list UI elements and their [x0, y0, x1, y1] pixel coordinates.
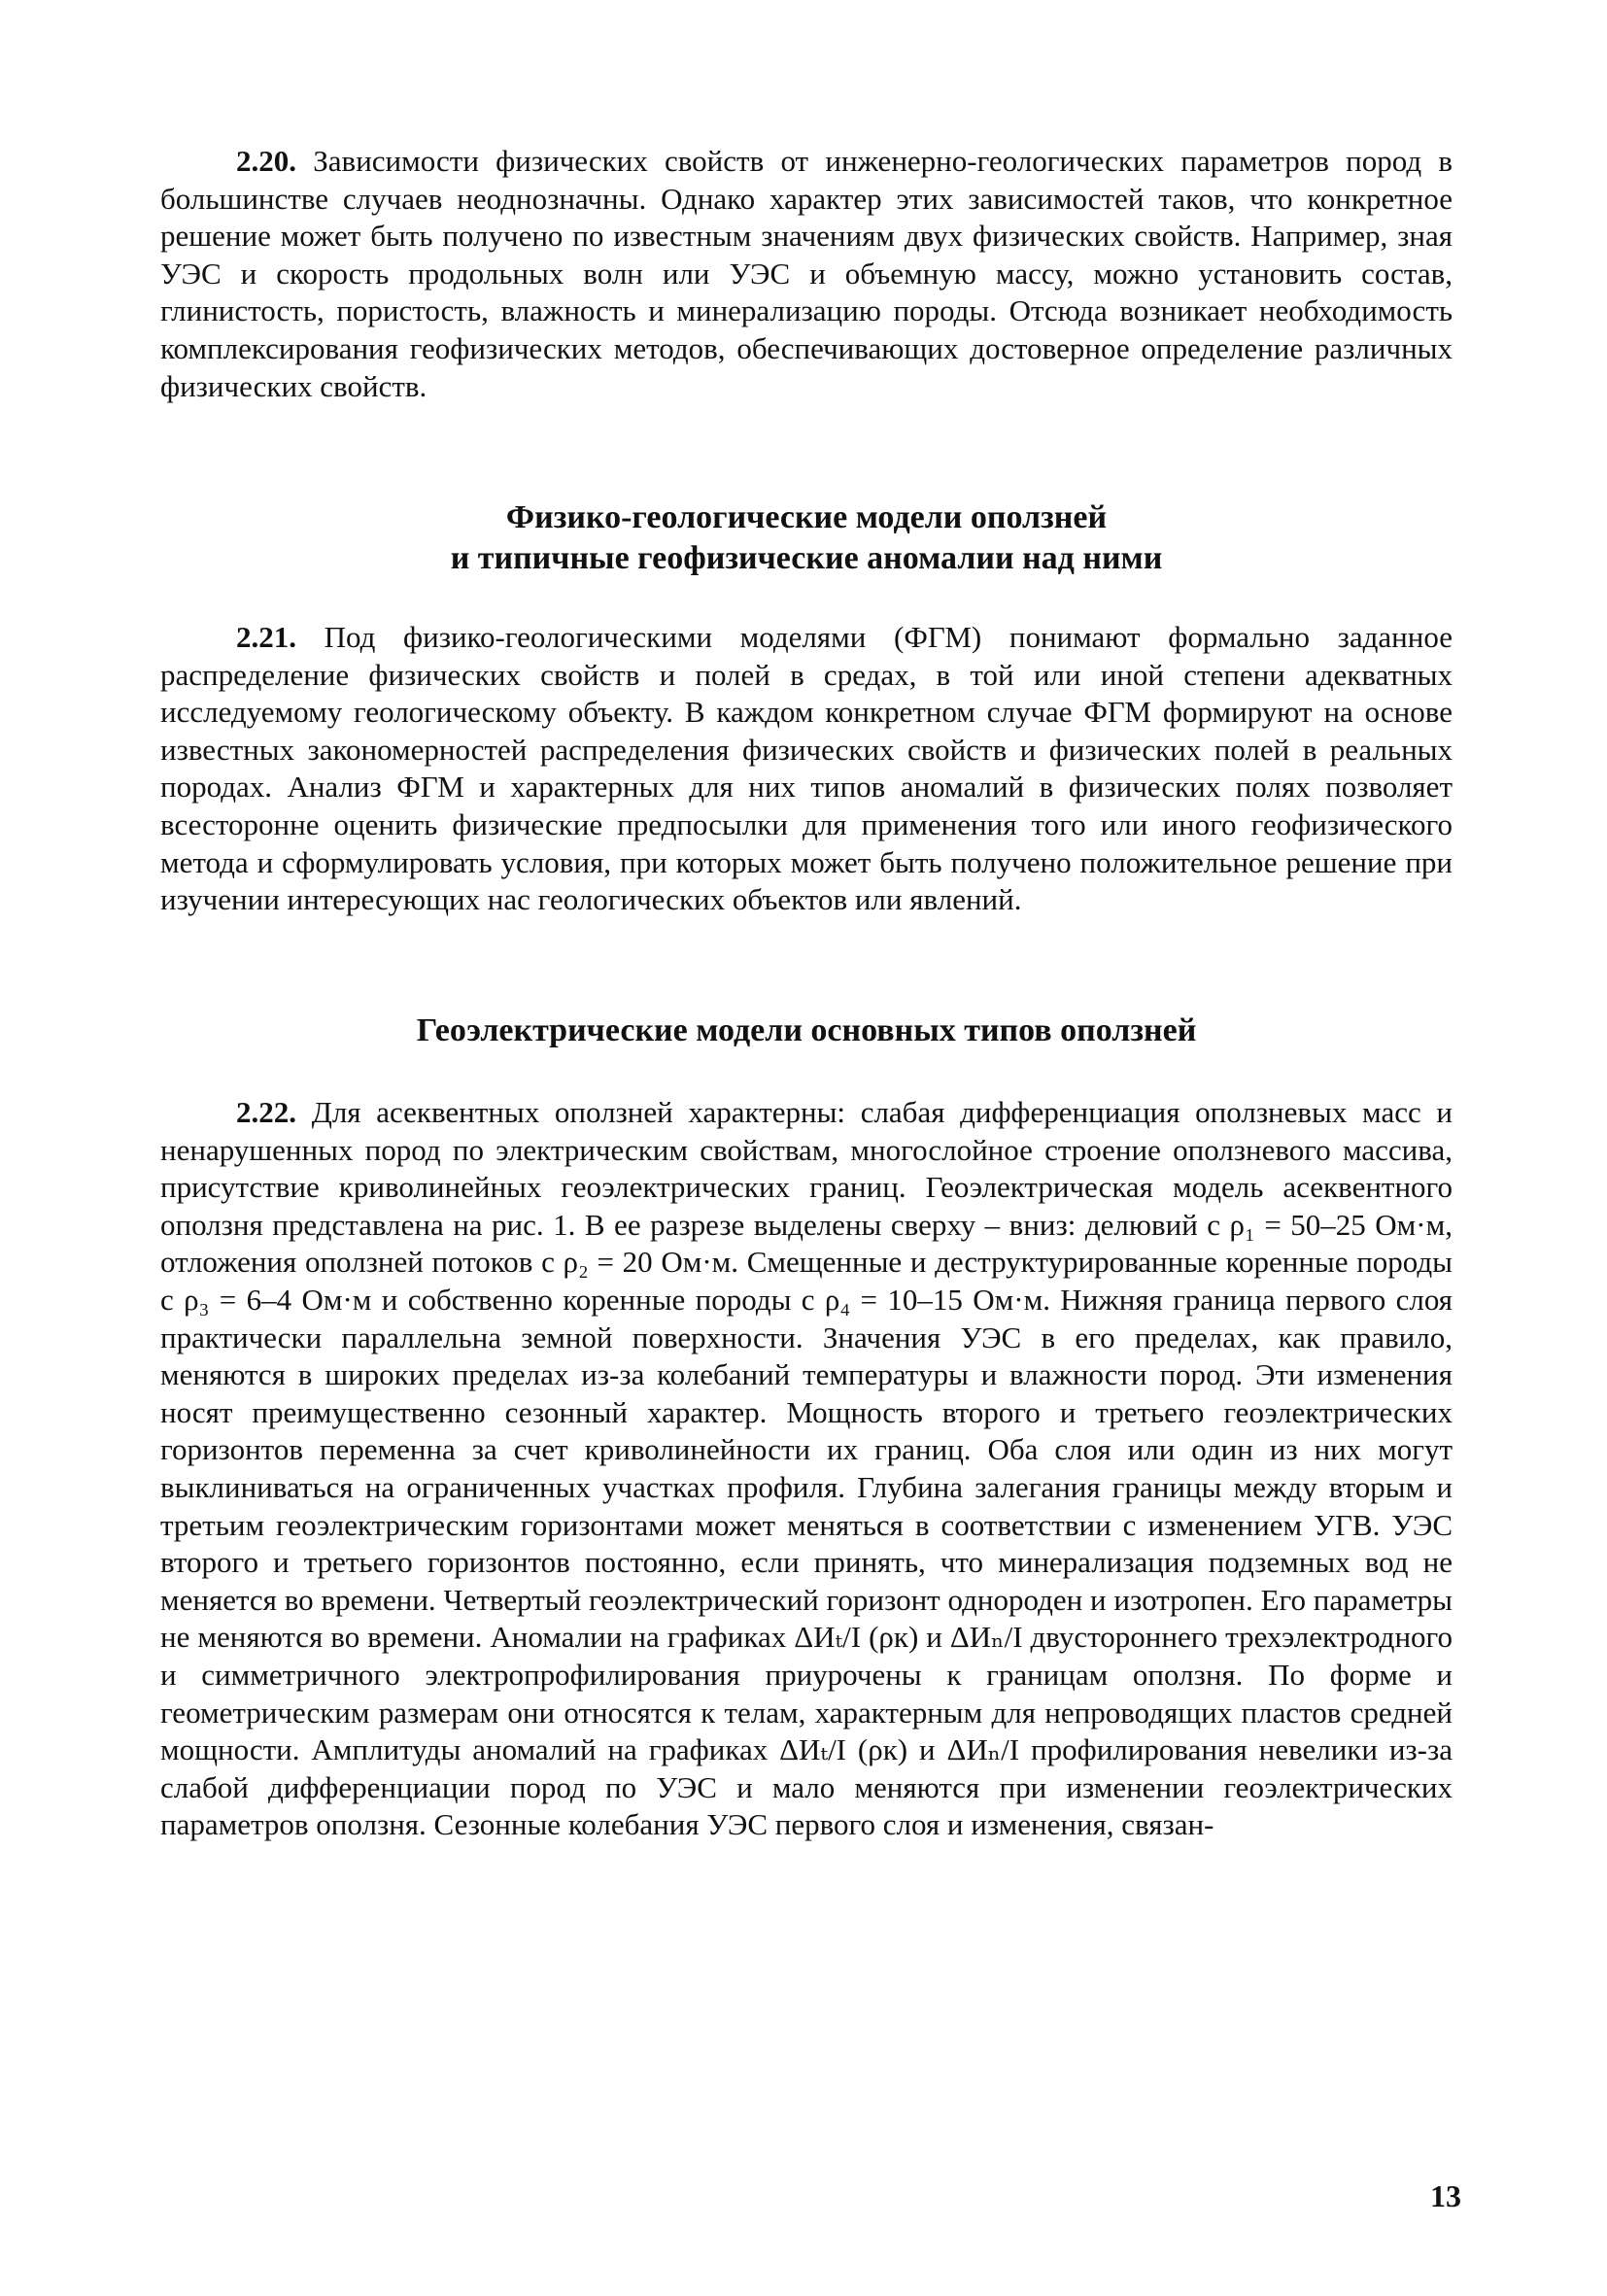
section-heading-geoelectric — [160, 1011, 1453, 1051]
paragraph-text: Под физико-геологическими моделями (ФГМ) понимают формально заданное распределение физических свойств и полей в средах, в той или иной степени адекватных исследуемому геологическому объекту. В каждом конкретном случае ФГМ формируют на основе известных закономерностей распределения физических свойств и физических полей в реальных породах. Анализ ФГМ и характерных для них типов аномалий в физических полях позволяет всесторонне оценить физические предпосылки для применения того или иного геофизического метода и сформулировать условия, при которых может быть получено положительное решение при изучении интересующих нас геологических объектов или явлений. — [160, 620, 1453, 917]
paragraph-text: Зависимости физических свойств от инженерно-геологических параметров пород в большинстве случаев неоднозначны. Однако характер этих зависимостей таков, что конкретное решение может быть получено по известным значениям двух физических свойств. Например, зная УЭС и скорость продольных волн или УЭС и объемную массу, можно установить состав, глинистость, пористость, влажность и минерализацию породы. Отсюда возникает необходимость комплексирования геофизических методов, обеспечивающих достоверное определение различных физических свойств. — [160, 144, 1453, 403]
paragraph-text: Для асеквентных оползней характерны: слабая дифференциация оползневых масс и ненарушенных пород по электрическим свойствам, многослойное строение оползневого массива, присутствие криволинейных геоэлектрических границ. Геоэлектрическая модель асеквентного оползня представлена на рис. 1. В ее разрезе выделены сверху – вниз: делювий с ρ₁ = 50–25 Ом·м, отложения оползней потоков с ρ₂ = 20 Ом·м. Смещенные и деструктурированные коренные породы с ρ₃ = 6–4 Ом·м и собственно коренные породы с ρ₄ = 10–15 Ом·м. Нижняя граница первого слоя практически параллельна земной поверхности. Значения УЭС в его пределах, как правило, меняются в широких пределах из-за колебаний температуры и влажности пород. Эти изменения носят преимущественно сезонный характер. Мощность второго и третьего геоэлектрических горизонтов переменна за счет криволинейности их границ. Оба слоя или один из них могут выклиниваться на ограниченных участках профиля. Глубина залегания границы между вторым и третьим геоэлектрическим горизонтами может меняться в соответствии с изменением УГВ. УЭС второго и третьего горизонтов постоянно, если принять, что минерализация подземных вод не меняется во времени. Четвертый геоэлектрический горизонт однороден и изотропен. Его параметры не меняются во времени. Аномалии на графиках ΔИₜ/I (ρк) и ΔИₙ/I двустороннего трехэлектродного и симметричного электропрофилирования приурочены к границам оползня. По форме и геометрическим размерам они относятся к телам, характерным для непроводящих пластов средней мощности. Амплитуды аномалий на графиках ΔИₜ/I (ρк) и ΔИₙ/I профилирования невелики из-за слабой дифференциации пород по УЭС и мало меняются при изменении геоэлектрических параметров оползня. Сезонные колебания УЭС первого слоя и изменения, связан- — [160, 1095, 1453, 1842]
section-heading-models — [160, 497, 1453, 579]
section-number: 2.21. — [236, 620, 296, 654]
paragraph-2-22 — [160, 1094, 1453, 1844]
section-number: 2.20. — [236, 144, 296, 178]
heading-line: Физико-геологические модели оползней — [505, 499, 1108, 535]
paragraph-2-21 — [160, 619, 1453, 919]
heading-line: и типичные геофизические аномалии над ними — [450, 540, 1163, 576]
paragraph-2-20 — [160, 143, 1453, 405]
page-number: 13 — [1430, 2178, 1461, 2213]
section-number: 2.22. — [236, 1095, 296, 1129]
heading-line: Геоэлектрические модели основных типов оползней — [416, 1012, 1197, 1048]
